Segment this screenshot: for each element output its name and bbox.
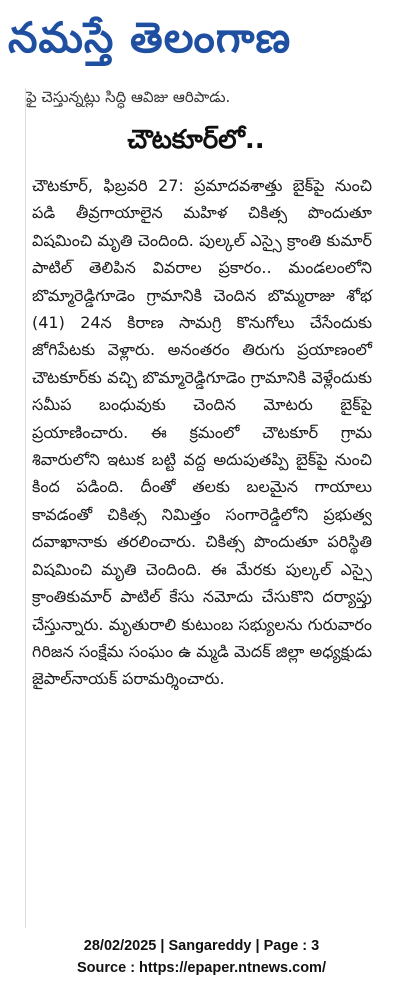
newspaper-logo: నమస్తే తెలంగాణ xyxy=(8,13,292,62)
article-paragraph: చౌటకూర్, ఫిబ్రవరి 27: ప్రమాదవశాత్తు బైక్‌పై నుంచి పడి తీవ్రగాయాలైన మహిళ చికిత్స పొందుతూ విషమించి మృతి చెందింది. పుల్కల్ ఎస్సై క్రాంతి కుమార్ పాటిల్ తెలిపిన వివరాల ప్రకారం.. మండలంలోని బొమ్మారెడ్డిగూడెం గ్రామానికి చెందిన బొమ్మరాజు శోభ (41) 24న కిరాణ సామగ్రి కొనుగోలు చేసేందుకు జోగిపేటకు వెళ్లారు. అనంతరం తిరుగు ప్రయాణంలో చౌటకూర్‌కు వచ్చి బొమ్మారెడ్డిగూడెం గ్రామానికి వెళ్లేందుకు సమీప బంధువుకు చెందిన మోటరు బైక్‌పై ప్రయాణించారు. ఈ క్రమంలో చౌటకూర్ గ్రామ శివారులోని ఇటుక బట్టి వద్ద అదుపుతప్పి బైక్‌పై నుంచి కింద పడింది. దీంతో తలకు బలమైన గాయాలు కావడంతో చికిత్స నిమిత్తం సంగారెడ్డిలోని ప్రభుత్వ దవాఖానాకు తరలించారు. చికిత్స పొందుతూ పరిస్థితి విషమించి మృతి చెందింది. ఈ మేరకు పుల్కల్ ఎస్సై క్రాంతికుమార్ పాటిల్ కేసు నమోదు చేసుకొని దర్యాప్తు చేస్తున్నారు. మృతురాలి కుటుంబ సభ్యులను గురువారం గిరిజన సంక్షేమ సంఘం ఉ మ్మడి మెదక్ జిల్లా అధ్యక్షుడు జైపాల్‌నాయక్ పరామర్శించారు. xyxy=(32,176,372,689)
news-clipping xyxy=(25,88,378,928)
previous-article-fragment: ఫై చెస్తున్నట్లు సిద్ధి ఆవిజు ఆరిపాడు. xyxy=(26,88,231,106)
footer-date-edition-page: 28/02/2025 | Sangareddy | Page : 3 xyxy=(83,938,320,954)
footer-source: Source : https://epaper.ntnews.com/ xyxy=(77,960,326,976)
article-body xyxy=(32,172,372,693)
article-headline: చౌటకూర్‌లో.. xyxy=(127,125,265,155)
clipping-footer xyxy=(0,935,403,983)
masthead xyxy=(0,0,403,88)
